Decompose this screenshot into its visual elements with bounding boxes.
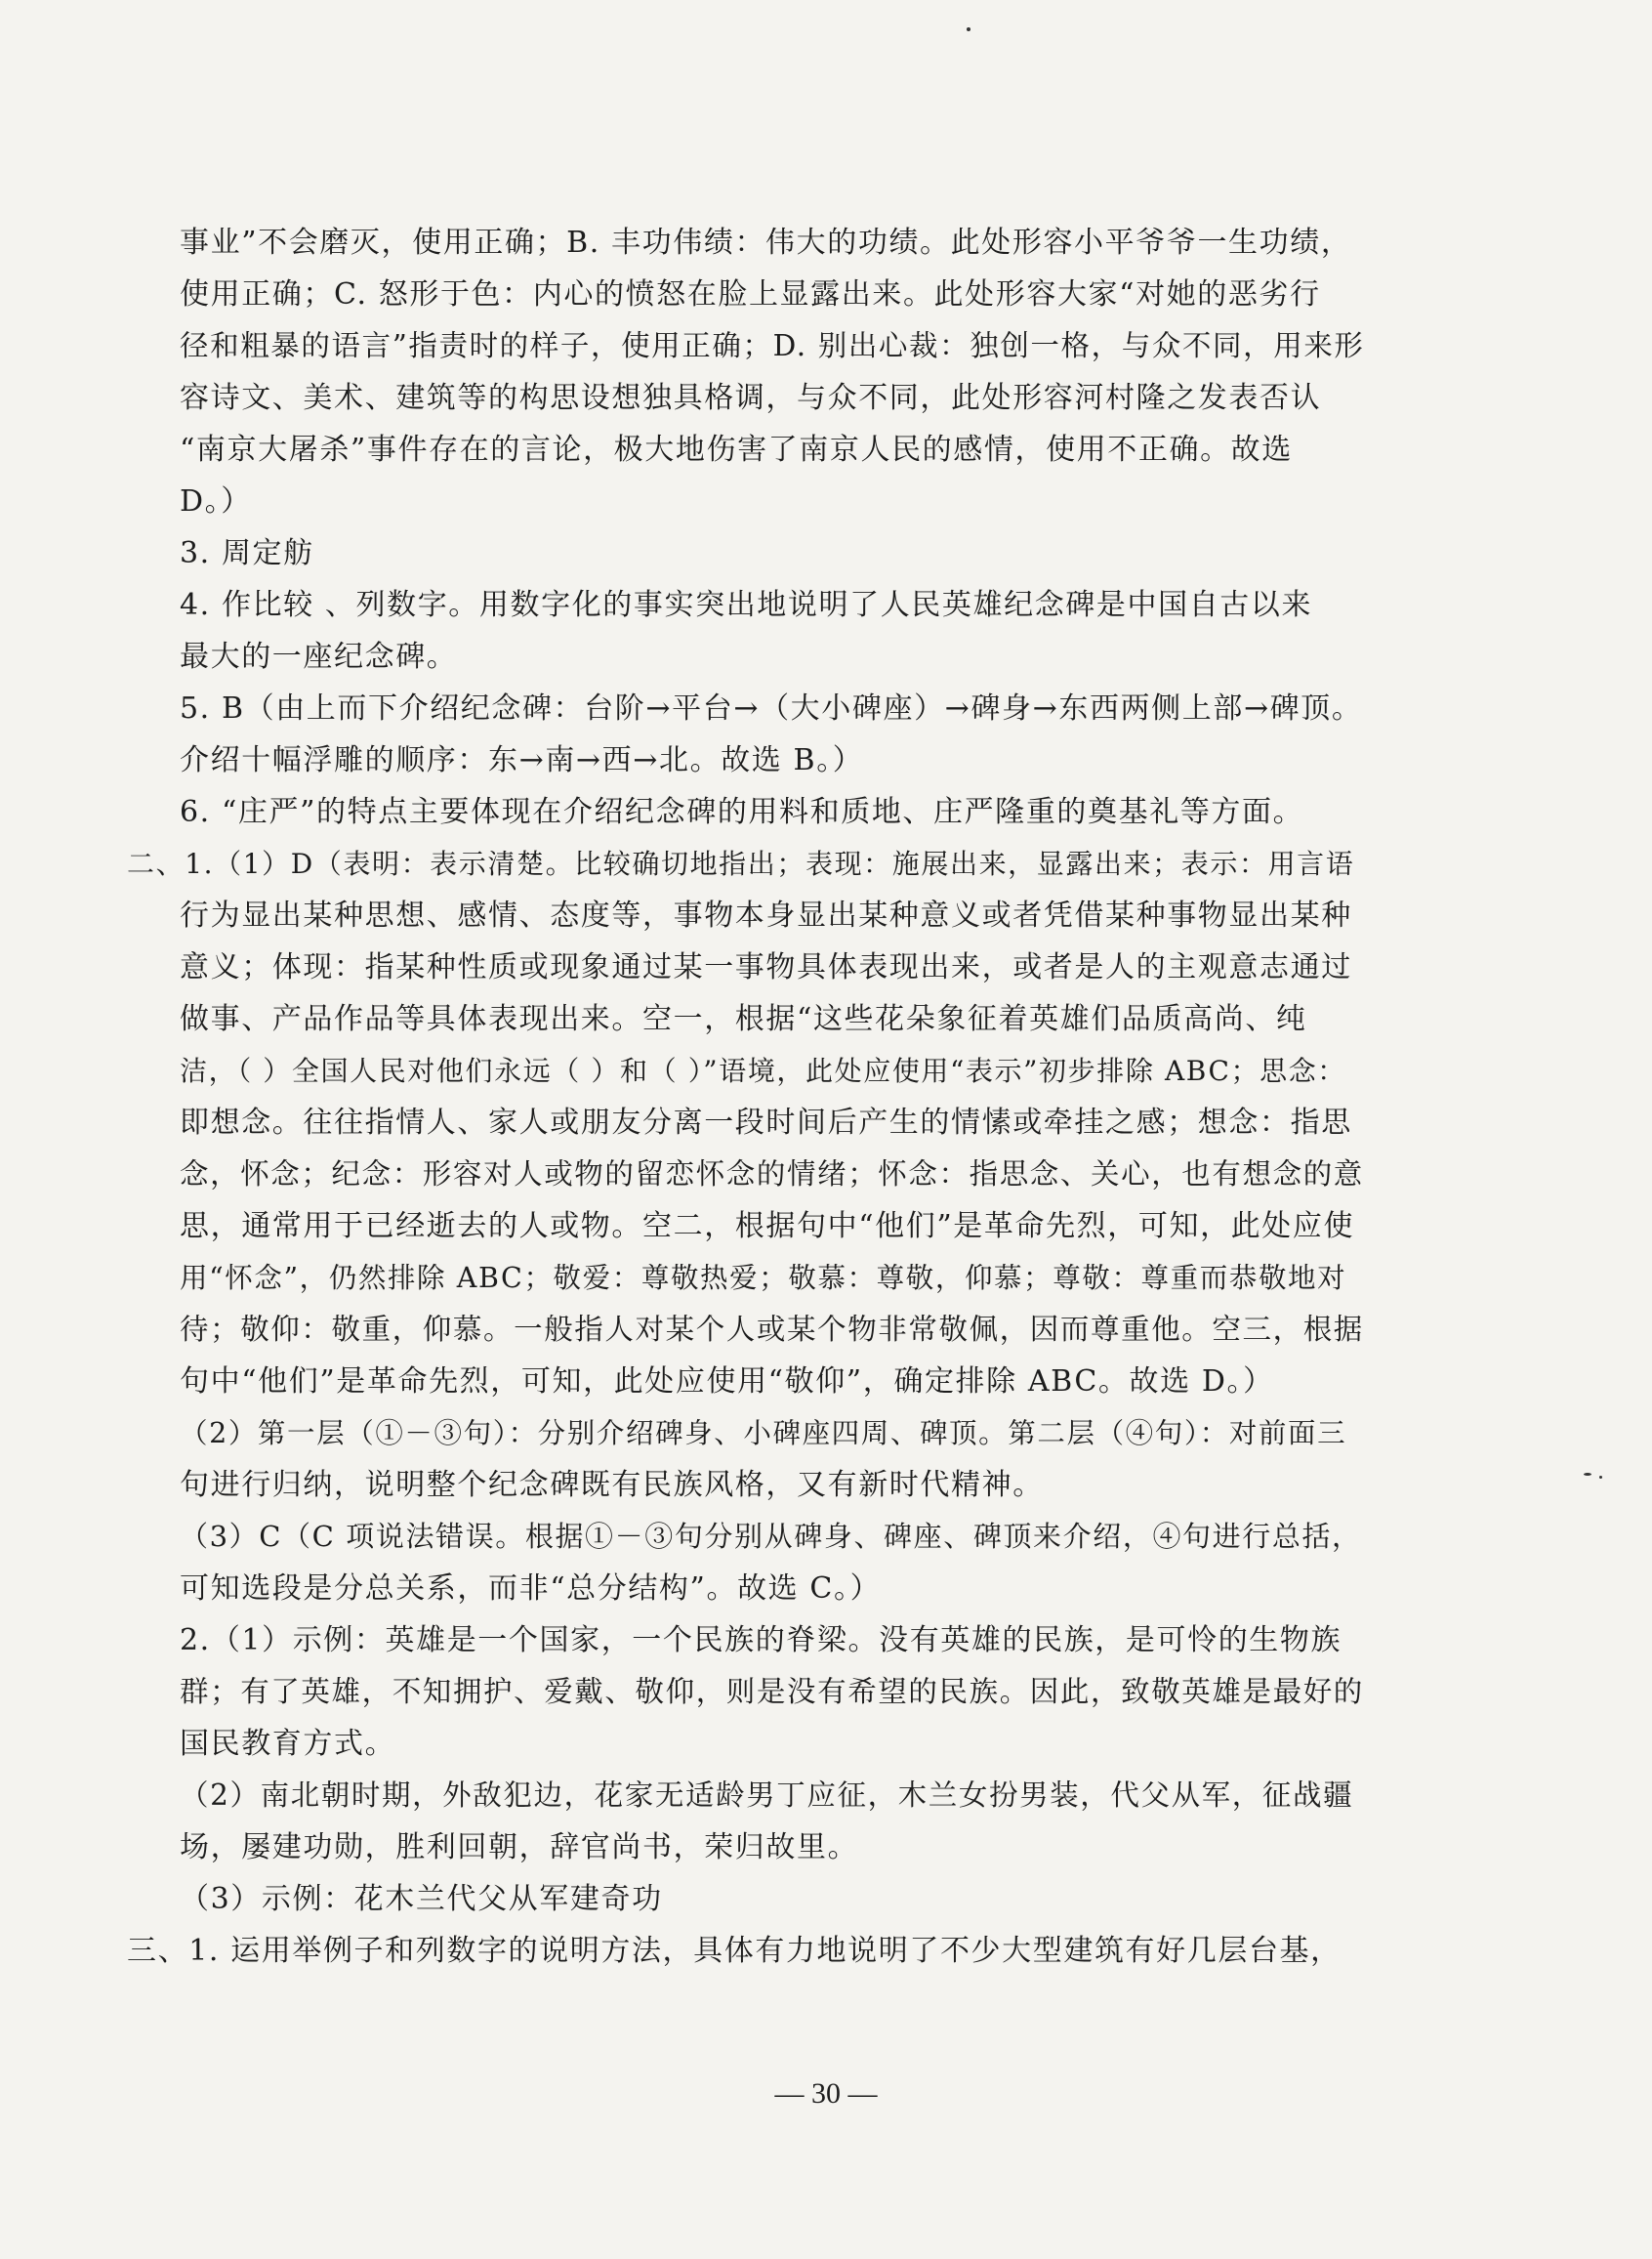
text-line: D。） [180,484,252,519]
page-number: — 30 — [774,2077,878,2110]
text-line: （3）C（C 项说法错误。根据①－③句分别从碑身、碑座、碑顶来介绍，④句进行总括， [180,1520,1362,1553]
text-line: 洁，（ ）全国人民对他们永远（ ）和（ ）”语境，此处应使用“表示”初步排除 ABC；思念： [180,1055,1346,1087]
text-line: 群；有了英雄，不知拥护、爱戴、敬仰，则是没有希望的民族。因此，致敬英雄是最好的 [180,1675,1364,1708]
scan-speck [967,27,971,31]
text-line: 用“怀念”，仍然排除 ABC；敬爱：尊敬热爱；敬慕：尊敬，仰慕；尊敬：尊重而恭敬地对 [180,1262,1347,1294]
text-line: 国民教育方式。 [180,1727,396,1761]
text-line: 可知选段是分总关系，而非“总分结构”。故选 C。） [180,1571,882,1606]
text-line: “南京大屠杀”事件存在的言论，极大地伤害了南京人民的感情，使用不正确。故选 [180,433,1293,467]
text-line: 径和粗暴的语言”指责时的样子，使用正确；D. 别出心裁：独创一格，与众不同，用来形 [180,329,1365,362]
text-line: 二、1.（1）D（表明：表示清楚。比较确切地指出；表现：施展出来，显露出来；表示：用言语 [127,848,1355,880]
text-line: 容诗文、美术、建筑等的构思设想独具格调，与众不同，此处形容河村隆之发表否认 [180,381,1322,415]
text-line: 三、1. 运用举例子和列数字的说明方法，具体有力地说明了不少大型建筑有好几层台基， [127,1934,1342,1968]
text-line: 6. “庄严”的特点主要体现在介绍纪念碑的用料和质地、庄严隆重的奠基礼等方面。 [180,795,1304,829]
text-line: 意义；体现：指某种性质或现象通过某一事物具体表现出来，或者是人的主观意志通过 [180,950,1352,984]
text-line: （2）南北朝时期，外敌犯边，花家无适龄男丁应征，木兰女扮男装，代父从军，征战疆 [180,1778,1354,1812]
text-line: （2）第一层（①－③句）：分别介绍碑身、小碑座四周、碑顶。第二层（④句）：对前面三 [180,1417,1347,1449]
text-line: 待；敬仰：敬重，仰慕。一般指人对某个人或某个物非常敬佩，因而尊重他。空三，根据 [180,1313,1364,1346]
text-line: 句进行归纳，说明整个纪念碑既有民族风格，又有新时代精神。 [180,1468,1044,1502]
text-line: 行为显出某种思想、感情、态度等，事物本身显出某种意义或者凭借某种事物显出某种 [180,899,1352,933]
text-line: 句中“他们”是革命先烈，可知，此处应使用“敬仰”，确定排除 ABC。故选 D。） [180,1364,1274,1399]
text-line: 介绍十幅浮雕的顺序：东→南→西→北。故选 B。） [180,743,864,777]
text-line: 最大的一座纪念碑。 [180,640,458,674]
scan-speck [1599,1476,1602,1479]
text-line: 4. 作比较 、列数字。用数字化的事实突出地说明了人民英雄纪念碑是中国自古以来 [180,588,1313,622]
text-line: （3）示例：花木兰代父从军建奇功 [180,1882,663,1916]
text-line: 念，怀念；纪念：形容对人或物的留恋怀念的情绪；怀念：指思念、关心，也有想念的意 [180,1157,1364,1191]
text-line: 使用正确；C. 怒形于色：内心的愤怒在脸上显露出来。此处形容大家“对她的恶劣行 [180,277,1321,312]
text-line: 做事、产品作品等具体表现出来。空一，根据“这些花朵象征着英雄们品质高尚、纯 [180,1002,1307,1036]
text-line: 事业”不会磨灭，使用正确；B. 丰功伟绩：伟大的功绩。此处形容小平爷爷一生功绩， [180,226,1352,260]
text-line: 5. B（由上而下介绍纪念碑：台阶→平台→（大小碑座）→碑身→东西两侧上部→碑顶。 [180,691,1363,726]
text-line: 2.（1）示例：英雄是一个国家，一个民族的脊梁。没有英雄的民族，是可怜的生物族 [180,1623,1342,1657]
text-line: 场，屡建功勋，胜利回朝，辞官尚书，荣归故里。 [180,1830,859,1864]
text-line: 即想念。往往指情人、家人或朋友分离一段时间后产生的情愫或牵挂之感；想念：指思 [180,1106,1352,1140]
text-line: 思，通常用于已经逝去的人或物。空二，根据句中“他们”是革命先烈，可知，此处应使 [180,1209,1355,1243]
answer-text-block [127,217,1365,1977]
text-line: 3. 周定舫 [180,536,314,570]
scan-speck [1584,1473,1591,1476]
